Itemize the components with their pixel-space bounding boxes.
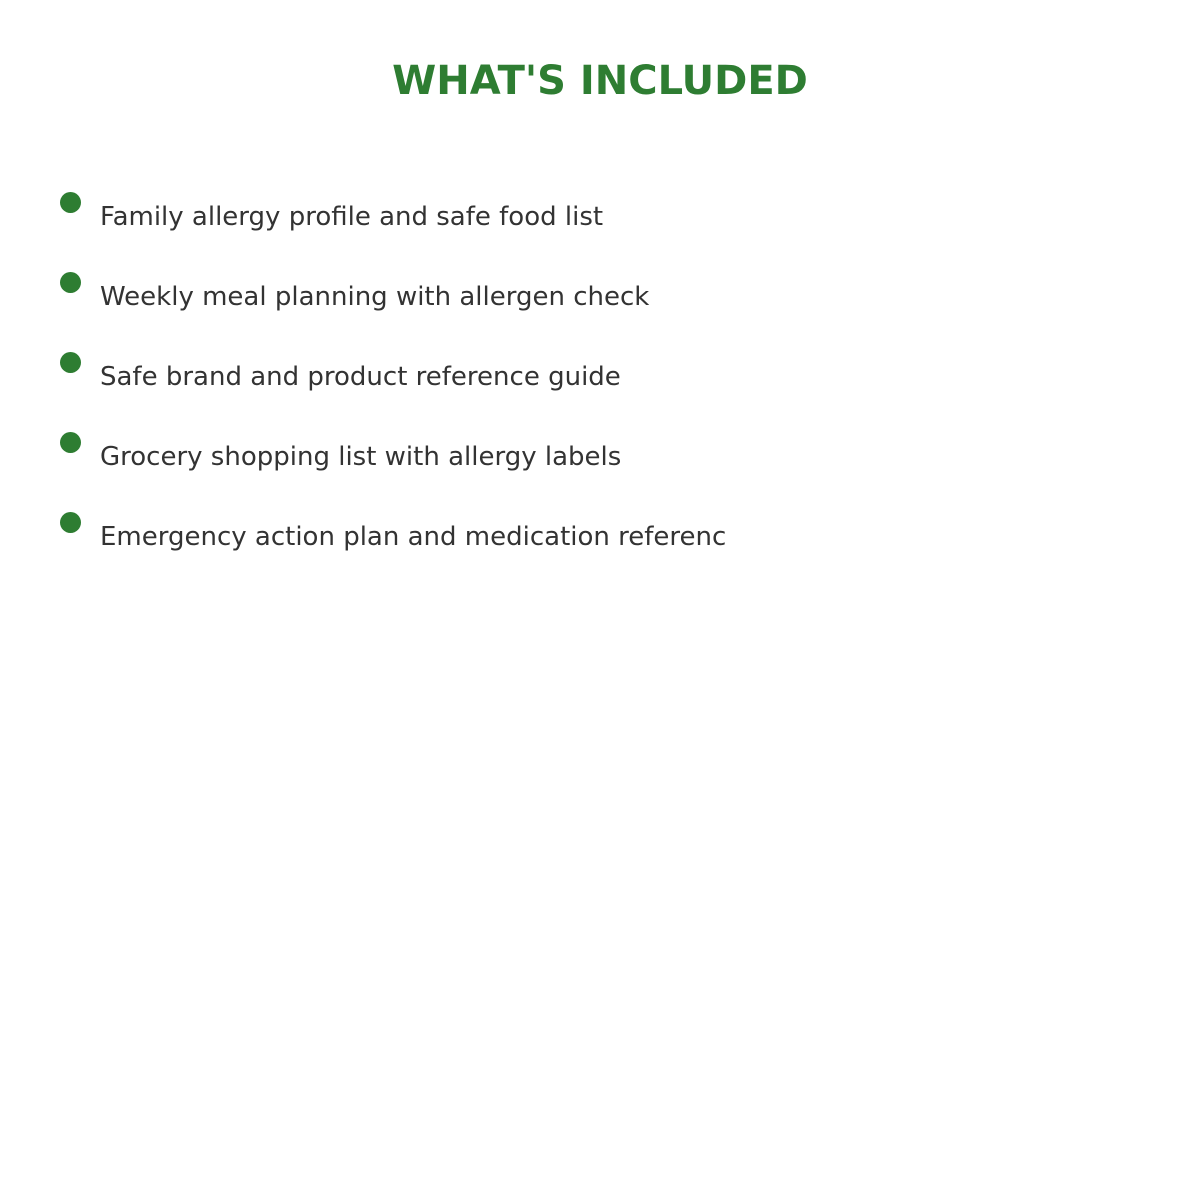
bullet-icon	[60, 192, 81, 213]
feature-label: Grocery shopping list with allergy labels	[100, 442, 622, 472]
list-item	[0, 512, 1200, 572]
bullet-icon	[60, 272, 81, 293]
feature-label: Emergency action plan and medication referenc	[100, 522, 727, 552]
feature-label: Safe brand and product reference guide	[100, 362, 621, 392]
bullet-icon	[60, 352, 81, 373]
bullet-icon	[60, 512, 81, 533]
list-item	[0, 192, 1200, 252]
feature-label: Family allergy profile and safe food list	[100, 202, 604, 232]
list-item	[0, 352, 1200, 412]
bullet-icon	[60, 432, 81, 453]
list-item	[0, 272, 1200, 332]
list-item	[0, 432, 1200, 492]
page-title: WHAT'S INCLUDED	[392, 58, 808, 104]
feature-label: Weekly meal planning with allergen check	[100, 282, 650, 312]
